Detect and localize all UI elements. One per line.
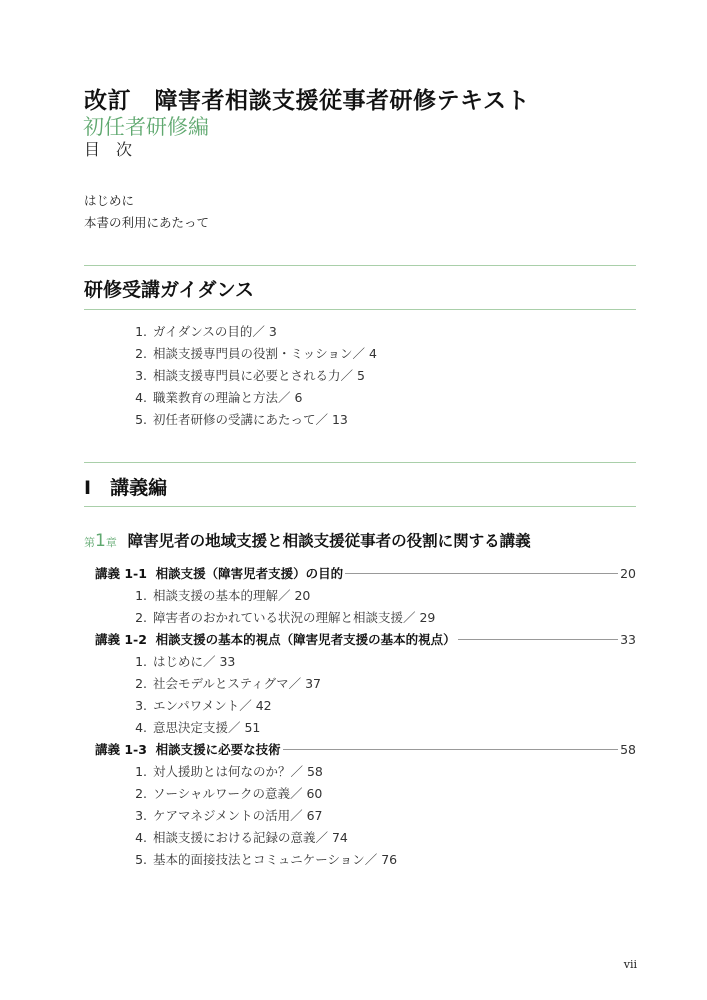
toc-item[interactable] [127, 806, 323, 824]
lecture-label: 講義 1-1 [95, 566, 147, 581]
lecture-page: 58 [620, 741, 636, 757]
toc-item[interactable] [127, 674, 321, 692]
item-number: 5. [135, 412, 147, 427]
item-text: ガイダンスの目的／ 3 [153, 324, 277, 339]
item-number: 4. [135, 830, 147, 845]
item-text: 対人援助とは何なのか？／ 58 [153, 764, 323, 779]
item-text: 相談支援の基本的理解／ 20 [153, 588, 311, 603]
divider [84, 265, 636, 266]
toc-item[interactable] [127, 762, 323, 780]
toc-item[interactable] [127, 388, 302, 406]
divider [84, 506, 636, 507]
lecture-label: 講義 1-3 [95, 742, 147, 757]
item-text: 相談支援専門員に必要とされる力／ 5 [153, 368, 365, 383]
item-text: 相談支援専門員の役割・ミッション／ 4 [153, 346, 377, 361]
book-subtitle: 初任者研修編 [83, 115, 209, 139]
leader-line [345, 573, 618, 574]
chapter-title: 障害児者の地域支援と相談支援従事者の役割に関する講義 [127, 532, 531, 550]
item-text: 意思決定支援／ 51 [153, 720, 261, 735]
item-number: 3. [135, 368, 147, 383]
toc-item[interactable] [127, 608, 435, 626]
lecture-page: 20 [620, 565, 636, 581]
item-number: 3. [135, 698, 147, 713]
item-text: 職業教育の理論と方法／ 6 [153, 390, 303, 405]
item-number: 1. [135, 654, 147, 669]
item-number: 1. [135, 588, 147, 603]
lecture-title: 相談支援（障害児者支援）の目的 [155, 566, 344, 581]
item-number: 1. [135, 324, 147, 339]
lecture-title: 相談支援に必要な技術 [155, 742, 281, 757]
item-number: 4. [135, 390, 147, 405]
item-number: 2. [135, 676, 147, 691]
section-heading-part1: Ⅰ 講義編 [84, 477, 168, 499]
toc-item[interactable] [127, 718, 260, 736]
item-number: 2. [135, 786, 147, 801]
toc-front-item[interactable]: 本書の利用にあたって [84, 215, 210, 230]
section-heading-guidance: 研修受講ガイダンス [84, 279, 255, 301]
toc-item[interactable] [127, 850, 397, 868]
toc-item[interactable] [127, 410, 348, 428]
lecture-entry[interactable] [95, 740, 636, 758]
toc-item[interactable] [127, 784, 322, 802]
item-text: エンパワメント／ 42 [153, 698, 272, 713]
divider [84, 309, 636, 310]
item-number: 5. [135, 852, 147, 867]
item-text: ケアマネジメントの活用／ 67 [153, 808, 323, 823]
item-text: 社会モデルとスティグマ／ 37 [153, 676, 322, 691]
item-number: 4. [135, 720, 147, 735]
chapter-heading [84, 529, 531, 551]
lecture-label: 講義 1-2 [95, 632, 147, 647]
leader-line [458, 639, 618, 640]
divider [84, 462, 636, 463]
item-text: 初任者研修の受講にあたって／ 13 [153, 412, 348, 427]
lecture-title: 相談支援の基本的視点（障害児者支援の基本的視点） [155, 632, 456, 647]
item-number: 2. [135, 610, 147, 625]
lecture-entry[interactable] [95, 564, 636, 582]
item-number: 2. [135, 346, 147, 361]
toc-item[interactable] [127, 586, 310, 604]
chapter-prefix: 第 [84, 536, 95, 549]
toc-item[interactable] [127, 828, 348, 846]
item-text: 障害者のおかれている状況の理解と相談支援／ 29 [153, 610, 436, 625]
book-title: 改訂 障害者相談支援従事者研修テキスト [84, 88, 531, 114]
leader-line [283, 749, 618, 750]
chapter-suffix: 章 [105, 536, 117, 549]
lecture-page: 33 [620, 631, 636, 647]
toc-front-item[interactable]: はじめに [84, 193, 135, 208]
item-text: 相談支援における記録の意義／ 74 [153, 830, 348, 845]
toc-item[interactable] [127, 322, 277, 340]
toc-item[interactable] [127, 652, 235, 670]
item-number: 1. [135, 764, 147, 779]
page-number: vii [623, 958, 637, 971]
chapter-number: 1 [95, 531, 106, 551]
toc-label: 目 次 [84, 140, 133, 159]
lecture-entry[interactable] [95, 630, 636, 648]
item-text: はじめに／ 33 [153, 654, 236, 669]
item-number: 3. [135, 808, 147, 823]
toc-item[interactable] [127, 696, 272, 714]
item-text: ソーシャルワークの意義／ 60 [153, 786, 323, 801]
toc-item[interactable] [127, 366, 365, 384]
toc-item[interactable] [127, 344, 377, 362]
item-text: 基本的面接技法とコミュニケーション／ 76 [153, 852, 398, 867]
